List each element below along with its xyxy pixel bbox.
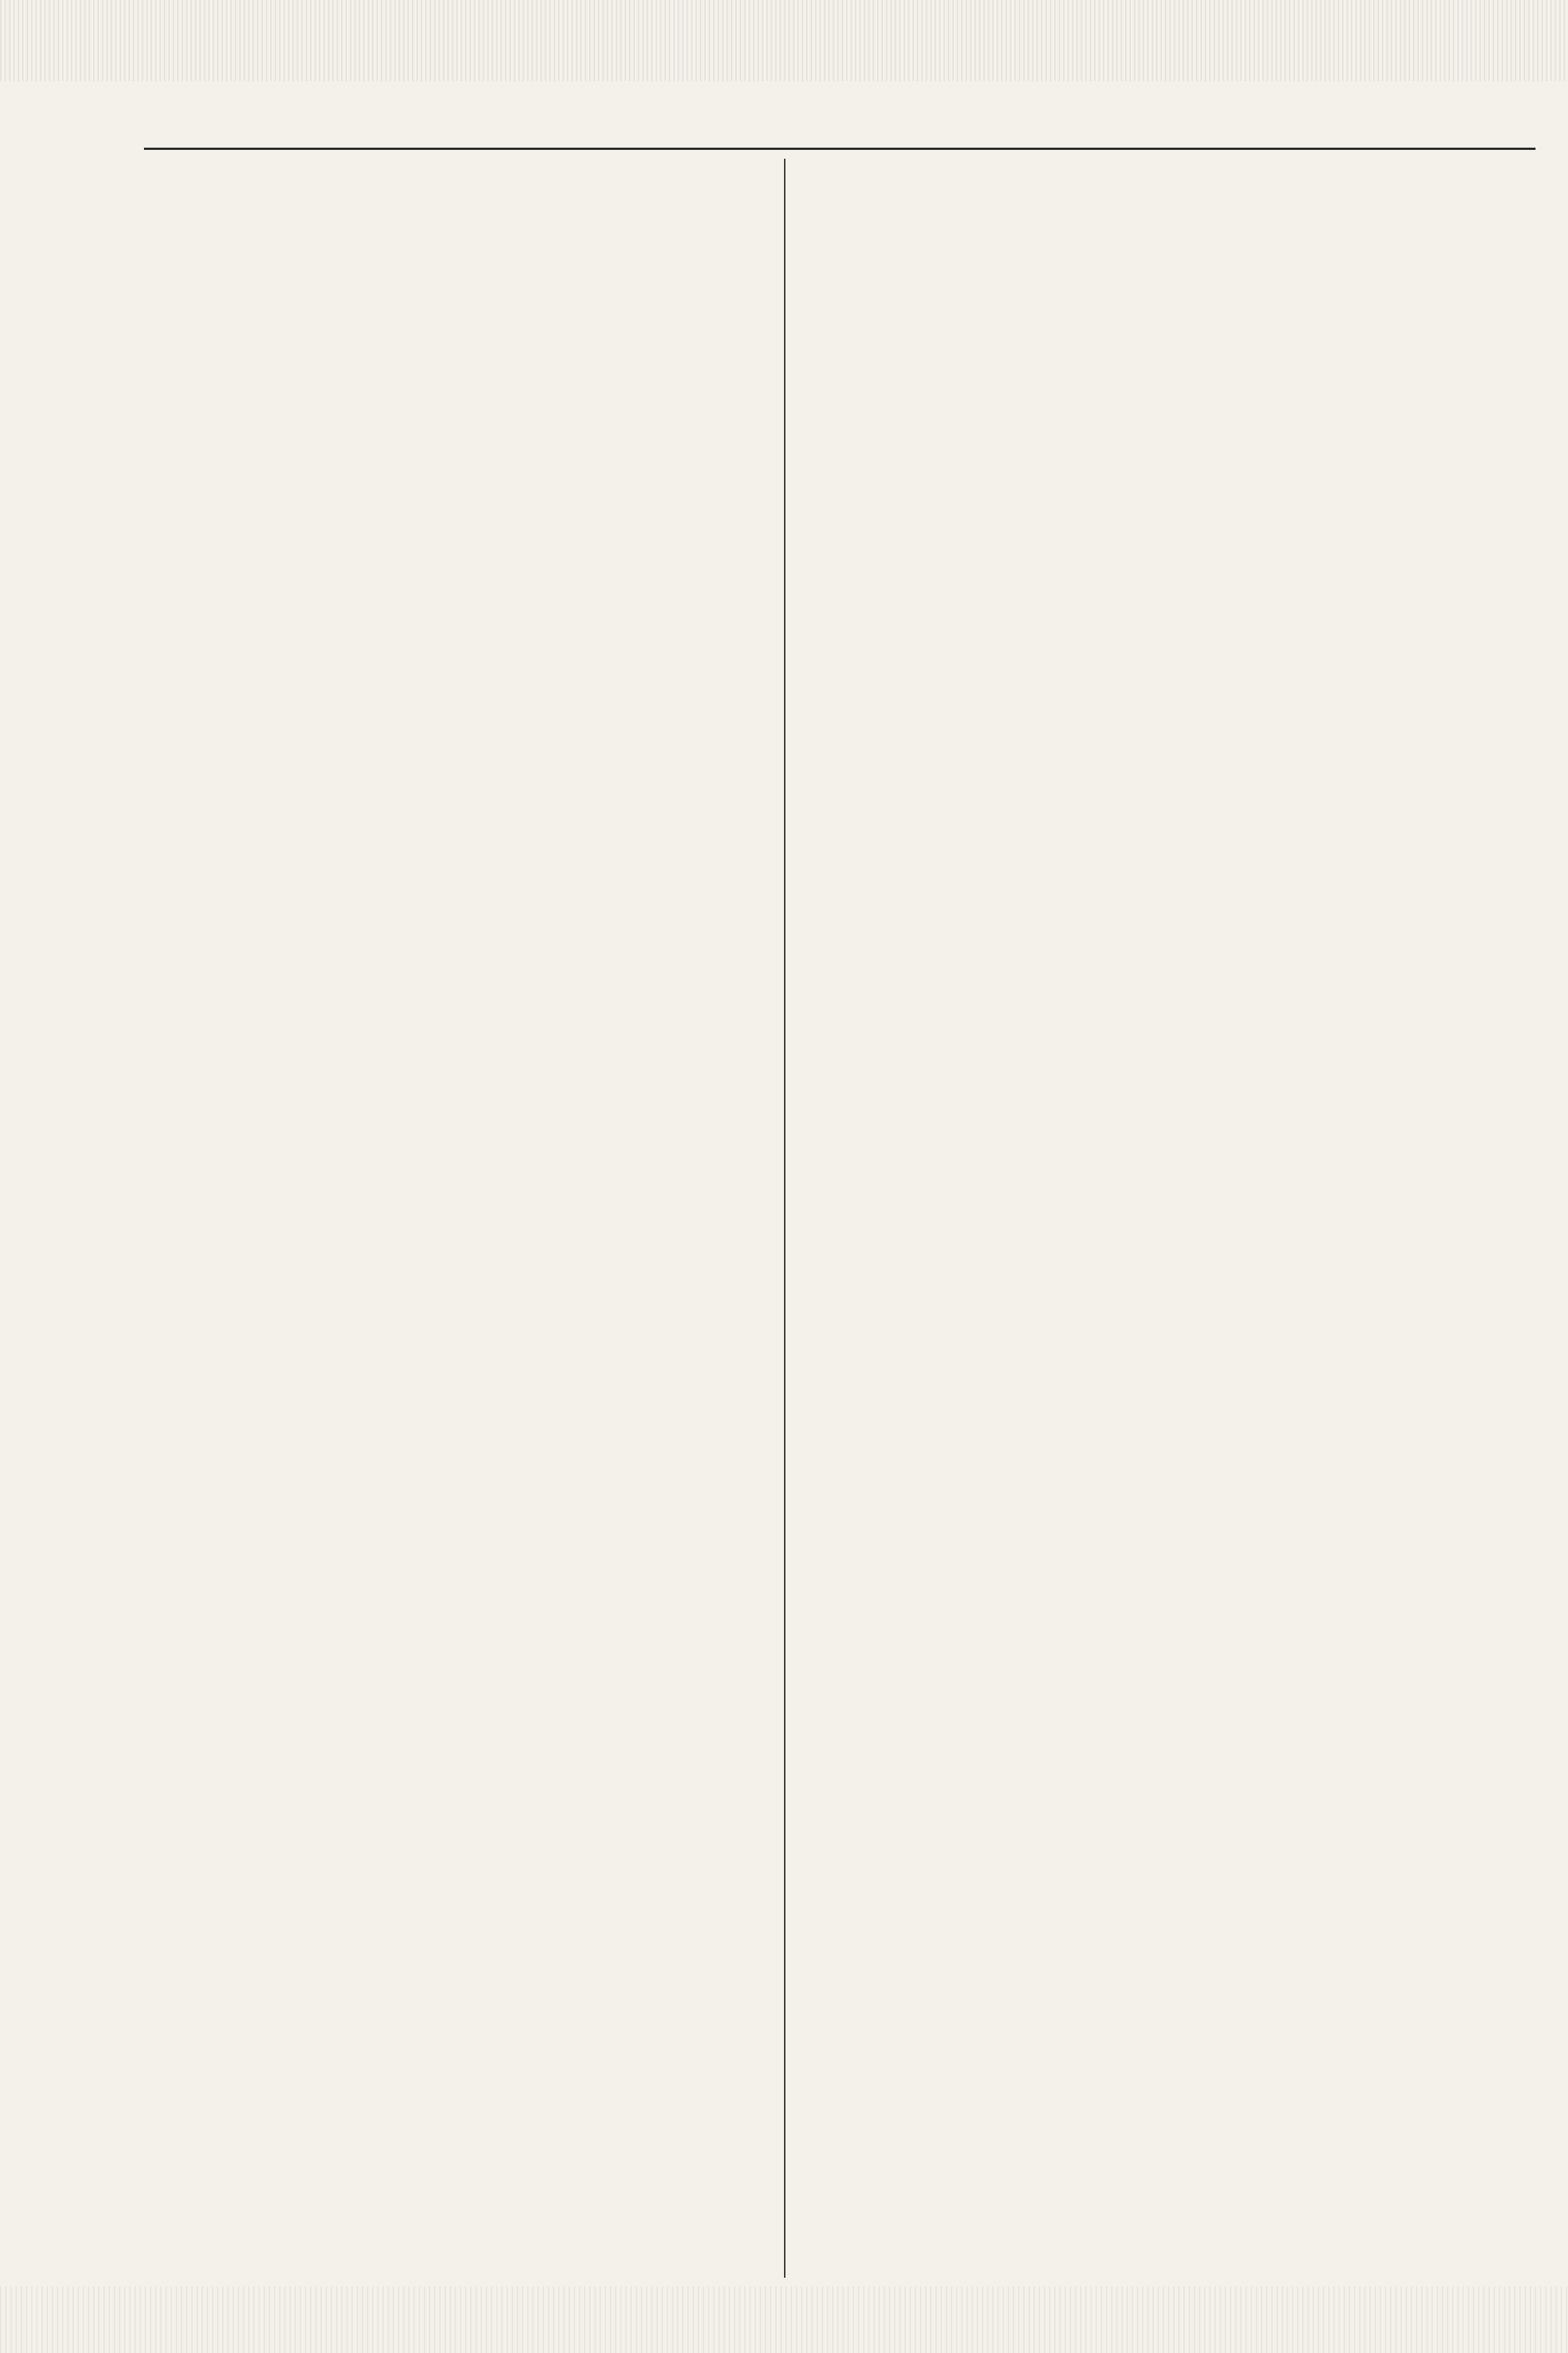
column-divider bbox=[784, 159, 785, 2278]
right-column bbox=[801, 166, 1521, 182]
running-head bbox=[148, 89, 1432, 133]
scan-noise-bottom bbox=[0, 2287, 1568, 2353]
left-column bbox=[144, 166, 771, 176]
scan-noise-top bbox=[0, 0, 1568, 81]
header-rule bbox=[144, 148, 1536, 150]
